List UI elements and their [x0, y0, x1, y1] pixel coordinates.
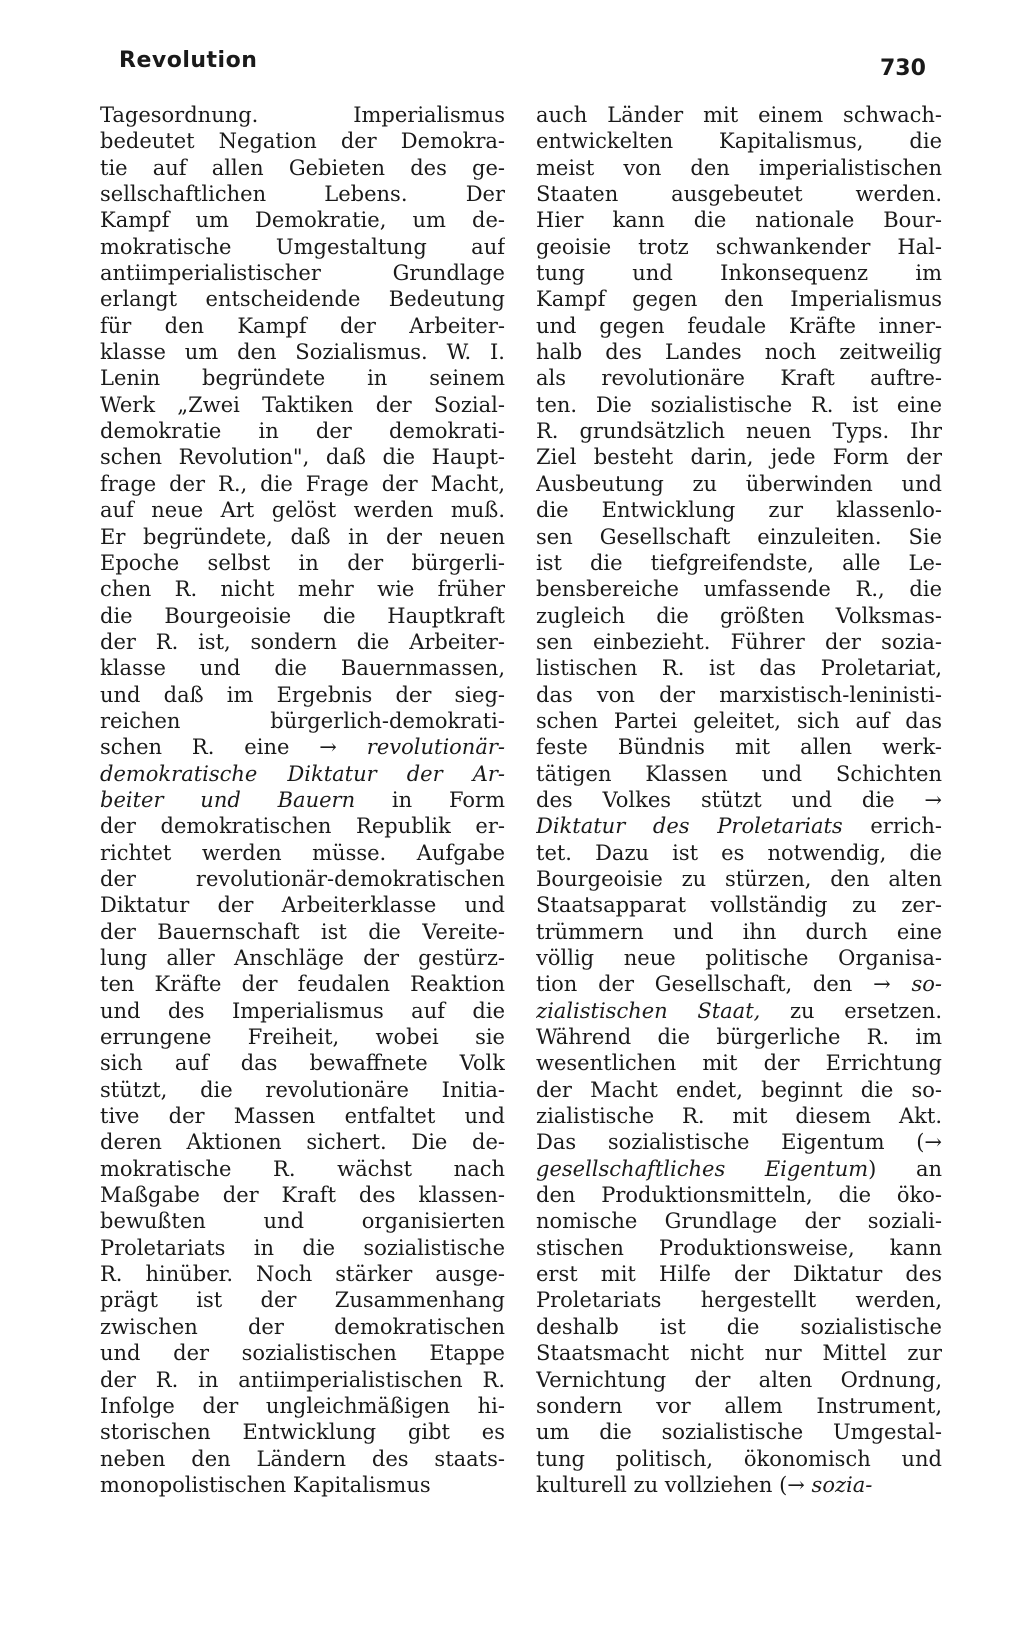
text-line: zialistischen Staat, zu ersetzen.: [536, 998, 942, 1023]
text-line: und der sozialistischen Etappe: [100, 1341, 505, 1366]
text-line: Staaten ausgebeutet werden.: [536, 182, 942, 207]
text-line: bensbereiche umfassende R., die: [536, 577, 942, 602]
text-line: schen Partei geleitet, sich auf das: [536, 708, 942, 733]
text-line: und des Imperialismus auf die: [100, 998, 505, 1023]
text-line: tätigen Klassen und Schichten: [536, 761, 942, 786]
text-line: der Bauernschaft ist die Vereite-: [100, 919, 505, 944]
text-line: tion der Gesellschaft, den → so-: [536, 972, 942, 997]
text-line: deren Aktionen sichert. Die de-: [100, 1130, 505, 1155]
text-line: meist von den imperialistischen: [536, 155, 942, 180]
text-line: chen R. nicht mehr wie früher: [100, 577, 505, 602]
text-line: wesentlichen mit der Errichtung: [536, 1051, 942, 1076]
text-line: auch Länder mit einem schwach-: [536, 103, 942, 127]
text-line: Staatsmacht nicht nur Mittel zur: [536, 1341, 942, 1366]
text-line: Proletariats in die sozialistische: [100, 1235, 505, 1260]
running-head-title: Revolution: [119, 48, 258, 73]
text-line: sich auf das bewaffnete Volk: [100, 1051, 505, 1076]
text-line: listischen R. ist das Proletariat,: [536, 656, 942, 681]
text-line: der revolutionär-demokratischen: [100, 866, 505, 891]
text-line: gesellschaftliches Eigentum) an: [536, 1156, 942, 1181]
text-line: die Bourgeoisie die Hauptkraft: [100, 603, 505, 628]
text-line: Tagesordnung. Imperialismus: [100, 103, 505, 127]
text-line: trümmern und ihn durch eine: [536, 919, 942, 944]
text-line: monopolistischen Kapitalismus: [100, 1472, 431, 1497]
text-line: Werk „Zwei Taktiken der Sozial-: [100, 392, 505, 417]
text-line: zugleich die größten Volksmas-: [536, 603, 942, 628]
text-line: R. hinüber. Noch stärker ausge-: [100, 1262, 505, 1287]
text-line: völlig neue politische Organisa-: [536, 946, 942, 970]
text-line: stützt, die revolutionäre Initia-: [100, 1077, 505, 1102]
text-line: des Volkes stützt und die →: [536, 787, 942, 812]
text-line: Bourgeoisie zu stürzen, den alten: [536, 866, 942, 891]
text-line: der Macht endet, beginnt die so-: [536, 1077, 942, 1102]
text-line: um die sozialistische Umgestal-: [536, 1420, 942, 1445]
text-line: das von der marxistisch-leninisti-: [536, 682, 942, 707]
text-line: beiter und Bauern in Form: [100, 787, 505, 812]
text-line: prägt ist der Zusammenhang: [100, 1288, 505, 1313]
text-line: sen Gesellschaft einzuleiten. Sie: [536, 524, 942, 549]
text-column-right: [536, 102, 942, 1498]
text-line: Diktatur der Arbeiterklasse und: [100, 893, 505, 918]
text-column-left: [100, 102, 505, 1498]
text-line: reichen bürgerlich-demokrati-: [100, 708, 505, 733]
text-line: Vernichtung der alten Ordnung,: [536, 1367, 942, 1392]
text-line: Kampf gegen den Imperialismus: [536, 287, 942, 312]
text-line: R. grundsätzlich neuen Typs. Ihr: [536, 419, 942, 444]
text-line: deshalb ist die sozialistische: [536, 1314, 942, 1339]
text-line: frage der R., die Frage der Macht,: [100, 471, 505, 496]
text-line: ten. Die sozialistische R. ist eine: [536, 392, 942, 417]
text-line: kulturell zu vollziehen (→ sozia-: [536, 1472, 873, 1497]
text-line: storischen Entwicklung gibt es: [100, 1420, 505, 1445]
text-line: tie auf allen Gebieten des ge-: [100, 155, 505, 180]
text-line: richtet werden müsse. Aufgabe: [100, 840, 505, 865]
text-line: und daß im Ergebnis der sieg-: [100, 682, 505, 707]
text-line: klasse um den Sozialismus. W. I.: [100, 340, 505, 365]
text-line: schen Revolution", daß die Haupt-: [100, 445, 505, 470]
text-line: antiimperialistischer Grundlage: [100, 261, 505, 286]
text-line: zialistische R. mit diesem Akt.: [536, 1104, 942, 1129]
text-line: Diktatur des Proletariats errich-: [536, 814, 942, 839]
text-line: klasse und die Bauernmassen,: [100, 656, 505, 681]
text-line: sen einbezieht. Führer der sozia-: [536, 629, 942, 654]
text-line: Ausbeutung zu überwinden und: [536, 471, 942, 496]
text-line: sondern vor allem Instrument,: [536, 1393, 942, 1418]
text-line: Hier kann die nationale Bour-: [536, 208, 942, 233]
text-line: Kampf um Demokratie, um de-: [100, 208, 505, 233]
text-line: die Entwicklung zur klassenlo-: [536, 498, 942, 523]
text-line: Maßgabe der Kraft des klassen-: [100, 1183, 505, 1208]
text-line: bewußten und organisierten: [100, 1209, 505, 1234]
text-line: Epoche selbst in der bürgerli-: [100, 550, 505, 575]
text-line: nomische Grundlage der soziali-: [536, 1209, 942, 1234]
text-line: auf neue Art gelöst werden muß.: [100, 498, 505, 523]
text-line: ten Kräfte der feudalen Reaktion: [100, 972, 505, 997]
text-line: neben den Ländern des staats-: [100, 1446, 505, 1471]
text-line: entwickelten Kapitalismus, die: [536, 129, 942, 154]
text-line: tung politisch, ökonomisch und: [536, 1446, 942, 1471]
text-line: feste Bündnis mit allen werk-: [536, 735, 942, 760]
text-line: stischen Produktionsweise, kann: [536, 1235, 942, 1260]
text-line: der R. in antiimperialistischen R.: [100, 1367, 505, 1392]
text-line: bedeutet Negation der Demokra-: [100, 129, 505, 154]
text-line: lung aller Anschläge der gestürz-: [100, 946, 505, 970]
text-line: Lenin begründete in seinem: [100, 366, 505, 391]
text-line: Infolge der ungleichmäßigen hi-: [100, 1393, 505, 1418]
text-line: schen R. eine → revolutionär-: [100, 735, 505, 760]
text-line: tive der Massen entfaltet und: [100, 1104, 505, 1129]
text-line: zwischen der demokratischen: [100, 1314, 505, 1339]
text-line: erst mit Hilfe der Diktatur des: [536, 1262, 942, 1287]
text-line: als revolutionäre Kraft auftre-: [536, 366, 942, 391]
text-line: der demokratischen Republik er-: [100, 814, 505, 839]
text-line: demokratische Diktatur der Ar-: [100, 761, 505, 786]
text-line: mokratische Umgestaltung auf: [100, 234, 505, 259]
text-line: und gegen feudale Kräfte inner-: [536, 313, 942, 338]
text-line: erlangt entscheidende Bedeutung: [100, 287, 505, 312]
page-number: 730: [880, 56, 926, 81]
text-line: demokratie in der demokrati-: [100, 419, 505, 444]
text-line: mokratische R. wächst nach: [100, 1156, 505, 1181]
text-line: halb des Landes noch zeitweilig: [536, 340, 942, 365]
text-line: Er begründete, daß in der neuen: [100, 524, 505, 549]
text-line: der R. ist, sondern die Arbeiter-: [100, 629, 505, 654]
text-line: sellschaftlichen Lebens. Der: [100, 182, 505, 207]
text-line: ist die tiefgreifendste, alle Le-: [536, 550, 942, 575]
text-line: den Produktionsmitteln, die öko-: [536, 1183, 942, 1208]
text-line: errungene Freiheit, wobei sie: [100, 1025, 505, 1050]
text-line: Staatsapparat vollständig zu zer-: [536, 893, 942, 918]
text-line: tung und Inkonsequenz im: [536, 261, 942, 286]
text-line: Das sozialistische Eigentum (→: [536, 1130, 942, 1155]
text-line: Während die bürgerliche R. im: [536, 1025, 942, 1050]
text-line: geoisie trotz schwankender Hal-: [536, 234, 942, 259]
text-line: Proletariats hergestellt werden,: [536, 1288, 942, 1313]
text-line: für den Kampf der Arbeiter-: [100, 313, 505, 338]
text-line: Ziel besteht darin, jede Form der: [536, 445, 942, 470]
text-line: tet. Dazu ist es notwendig, die: [536, 840, 942, 865]
